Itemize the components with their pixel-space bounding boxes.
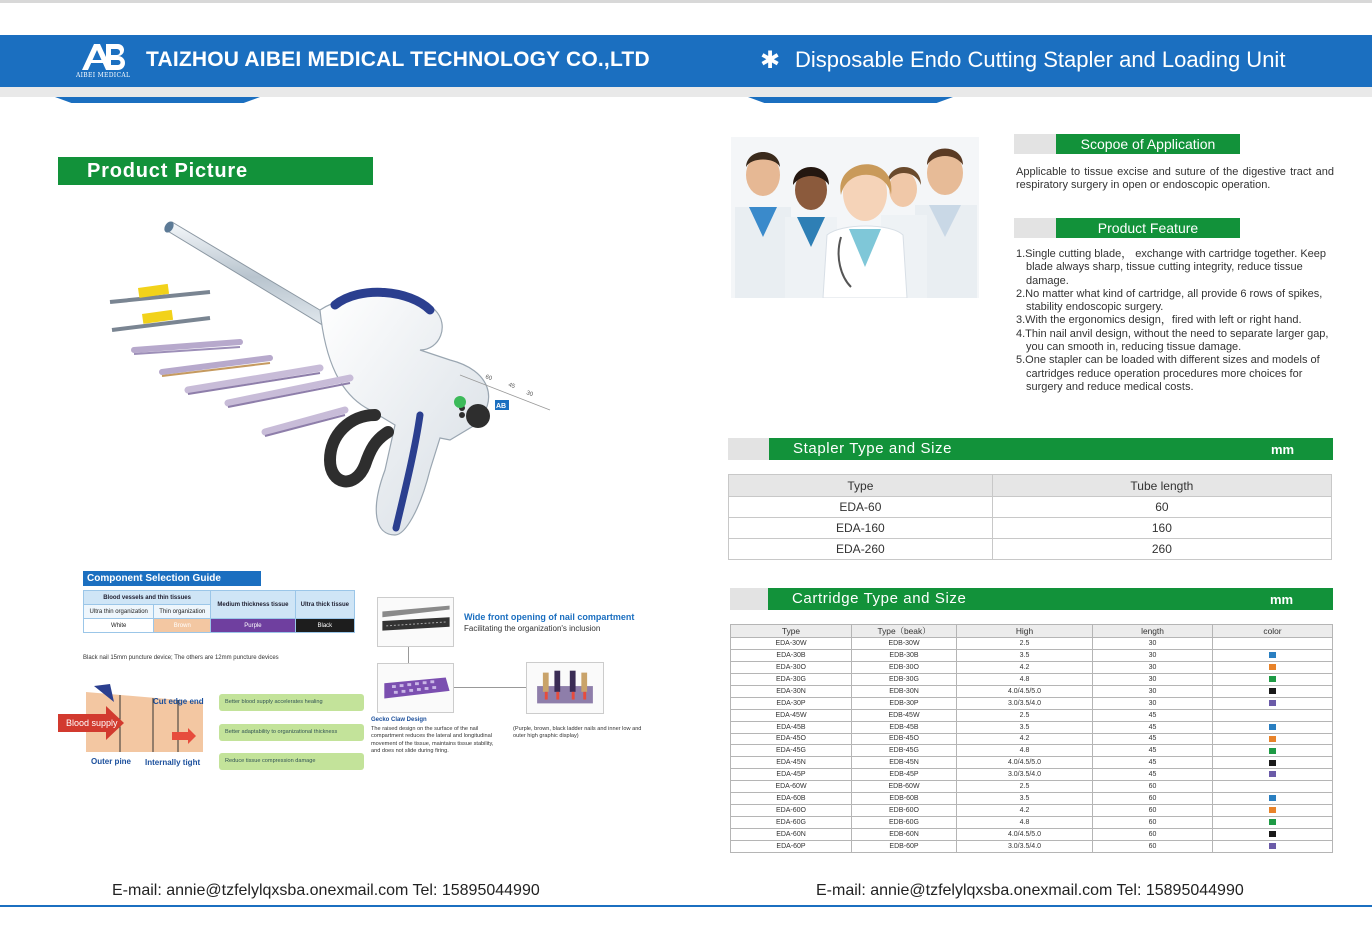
ladder-nail-text: (Purple, brown, black ladder nails and inner low and outer high graphic display) bbox=[513, 726, 642, 740]
cartridge-col-type: Type bbox=[731, 625, 852, 638]
cartridge-purple-1 bbox=[134, 342, 240, 354]
color-swatch bbox=[1269, 664, 1276, 670]
internally-tight-label: Internally tight bbox=[145, 758, 201, 767]
cartridge-beak-cell: EDB-45W bbox=[852, 709, 957, 721]
outer-pine-label: Outer pine bbox=[91, 757, 132, 766]
stapler-length-cell: 260 bbox=[992, 539, 1331, 560]
header-underband bbox=[0, 87, 1372, 97]
cartridge-beak-cell: EDB-45N bbox=[852, 757, 957, 769]
cartridge-color-cell bbox=[1213, 745, 1333, 757]
color-swatch bbox=[1269, 819, 1276, 825]
color-swatch bbox=[1269, 676, 1276, 682]
cartridge-type-cell: EDA-45O bbox=[731, 733, 852, 745]
cartridge-high-cell: 4.8 bbox=[957, 817, 1093, 829]
stapler-length-cell: 60 bbox=[992, 497, 1331, 518]
cartridge-color-cell bbox=[1213, 721, 1333, 733]
selection-guide-note: Black nail 15mm puncture device; The others are 12mm puncture devices bbox=[83, 655, 279, 661]
cartridge-high-cell: 4.0/4.5/5.0 bbox=[957, 829, 1093, 841]
cartridge-row bbox=[731, 757, 1333, 769]
cartridge-row bbox=[731, 685, 1333, 697]
cartridge-high-cell: 3.5 bbox=[957, 649, 1093, 661]
cartridge-length-cell: 45 bbox=[1093, 709, 1213, 721]
cartridge-high-cell: 3.0/3.5/4.0 bbox=[957, 697, 1093, 709]
cartridge-beak-cell: EDB-45O bbox=[852, 733, 957, 745]
stapler-col-length: Tube length bbox=[992, 475, 1331, 497]
csg-header: Medium thickness tissue bbox=[211, 591, 296, 619]
cartridge-beak-cell: EDB-30B bbox=[852, 649, 957, 661]
gecko-claw-title: Gecko Claw Design bbox=[371, 717, 427, 723]
stapler-table bbox=[728, 474, 1332, 560]
cartridge-row bbox=[731, 817, 1333, 829]
cartridge-beak-cell: EDB-30G bbox=[852, 673, 957, 685]
cartridge-length-cell: 45 bbox=[1093, 745, 1213, 757]
csg-color-brown: Brown bbox=[154, 619, 211, 633]
logo-letters: AB bbox=[76, 40, 78, 41]
color-swatch bbox=[1269, 760, 1276, 766]
cartridge-high-cell: 4.2 bbox=[957, 733, 1093, 745]
cartridge-color-cell bbox=[1213, 733, 1333, 745]
cartridge-type-cell: EDA-30G bbox=[731, 673, 852, 685]
cartridge-color-cell bbox=[1213, 817, 1333, 829]
header-tab-left bbox=[55, 97, 260, 103]
cartridge-type-cell: EDA-60N bbox=[731, 829, 852, 841]
cartridge-color-cell bbox=[1213, 697, 1333, 709]
cartridge-row bbox=[731, 769, 1333, 781]
feature-item: 1.Single cutting blade， exchange with cartridge together. Keep blade always sharp, tissue cutting integrity, reduce tissue damage. bbox=[1016, 248, 1327, 287]
cartridge-beak-cell: EDB-30N bbox=[852, 685, 957, 697]
cartridge-row bbox=[731, 829, 1333, 841]
stapler-row bbox=[729, 518, 1332, 539]
cartridge-row bbox=[731, 673, 1333, 685]
cartridge-color-cell bbox=[1213, 805, 1333, 817]
cartridge-high-cell: 4.0/4.5/5.0 bbox=[957, 757, 1093, 769]
cartridge-row bbox=[731, 793, 1333, 805]
color-swatch bbox=[1269, 831, 1276, 837]
csg-color-white: White bbox=[84, 619, 154, 633]
cartridge-type-cell: EDA-30P bbox=[731, 697, 852, 709]
cartridge-color-cell bbox=[1213, 769, 1333, 781]
ladder-nail-image bbox=[526, 662, 604, 714]
footer-contact-right: E-mail: annie@tzfelylqxsba.onexmail.com Tel: 15895044990 bbox=[816, 882, 1244, 899]
cartridge-high-cell: 4.0/4.5/5.0 bbox=[957, 685, 1093, 697]
cartridge-type-cell: EDA-60P bbox=[731, 840, 852, 852]
doctors-photo bbox=[731, 137, 979, 298]
cut-edge-label: Cut edge end bbox=[153, 697, 204, 706]
color-swatch bbox=[1269, 700, 1276, 706]
cartridge-type-cell: EDA-45W bbox=[731, 709, 852, 721]
blood-supply-label: Blood supply bbox=[66, 718, 118, 728]
device-logo: AB bbox=[496, 403, 507, 410]
cartridge-row bbox=[731, 721, 1333, 733]
cartridge-high-cell: 3.5 bbox=[957, 721, 1093, 733]
cartridge-color-cell bbox=[1213, 661, 1333, 673]
cartridge-length-cell: 30 bbox=[1093, 685, 1213, 697]
gecko-claw-image bbox=[377, 663, 454, 713]
scope-text: Applicable to tissue excise and suture of the digestive tract and respiratory surgery in open or endoscopic operation. bbox=[1016, 166, 1334, 191]
csg-color-purple: Purple bbox=[211, 619, 296, 633]
footer-contact-left: E-mail: annie@tzfelylqxsba.onexmail.com Tel: 15895044990 bbox=[112, 882, 540, 899]
cartridge-row bbox=[731, 840, 1333, 852]
scope-heading: Scopoe of Application bbox=[1056, 134, 1240, 154]
color-swatch bbox=[1269, 807, 1276, 813]
stapler-length-cell: 160 bbox=[992, 518, 1331, 539]
color-swatch bbox=[1269, 724, 1276, 730]
cartridge-length-cell: 60 bbox=[1093, 793, 1213, 805]
cartridge-color-cell bbox=[1213, 685, 1333, 697]
stapler-type-cell: EDA-60 bbox=[729, 497, 993, 518]
wide-opening-subtitle: Facilitating the organization's inclusion bbox=[464, 624, 601, 633]
footer-line bbox=[0, 905, 1372, 907]
cartridge-type-cell: EDA-60W bbox=[731, 781, 852, 793]
cartridge-high-cell: 2.5 bbox=[957, 638, 1093, 650]
cartridge-length-cell: 45 bbox=[1093, 733, 1213, 745]
cartridge-type-cell: EDA-45P bbox=[731, 769, 852, 781]
cartridge-row bbox=[731, 745, 1333, 757]
feature-item: 4.Thin nail anvil design, without the need to separate larger gap, you can smooth in, reducing tissue damage. bbox=[1016, 327, 1329, 354]
cartridge-high-cell: 2.5 bbox=[957, 709, 1093, 721]
cartridge-beak-cell: EDB-45B bbox=[852, 721, 957, 733]
cartridge-row bbox=[731, 709, 1333, 721]
benefit-pill: Better blood supply accelerates healing bbox=[219, 694, 364, 711]
cartridge-color-cell bbox=[1213, 649, 1333, 661]
scale-mark: 30 bbox=[525, 390, 534, 399]
cartridge-type-cell: EDA-30B bbox=[731, 649, 852, 661]
cartridge-high-cell: 3.5 bbox=[957, 793, 1093, 805]
cartridge-length-cell: 60 bbox=[1093, 829, 1213, 841]
csg-color-black: Black bbox=[295, 619, 354, 633]
cartridge-color-cell bbox=[1213, 638, 1333, 650]
cartridge-type-cell: EDA-45G bbox=[731, 745, 852, 757]
feature-item: 3.With the ergonomics design，fired with left or right hand. bbox=[1016, 314, 1302, 327]
stapler-row bbox=[729, 539, 1332, 560]
cartridge-table bbox=[730, 624, 1333, 853]
cartridge-high-cell: 4.2 bbox=[957, 661, 1093, 673]
color-swatch bbox=[1269, 771, 1276, 777]
color-swatch bbox=[1269, 688, 1276, 694]
color-swatch bbox=[1269, 736, 1276, 742]
cartridge-row bbox=[731, 733, 1333, 745]
stapler-heading: Stapler Type and Size bbox=[769, 438, 1333, 460]
product-picture-heading: Product Picture bbox=[58, 157, 373, 185]
cartridge-length-cell: 30 bbox=[1093, 697, 1213, 709]
csg-subheader: Thin organization bbox=[154, 605, 211, 619]
wide-opening-title: Wide front opening of nail compartment bbox=[464, 612, 635, 622]
cartridge-row bbox=[731, 781, 1333, 793]
cartridge-row bbox=[731, 661, 1333, 673]
cartridge-beak-cell: EDB-60B bbox=[852, 793, 957, 805]
cartridge-beak-cell: EDB-60P bbox=[852, 840, 957, 852]
scale-mark: 45 bbox=[507, 382, 516, 391]
cartridge-length-cell: 60 bbox=[1093, 817, 1213, 829]
cartridge-color-cell bbox=[1213, 709, 1333, 721]
cartridge-row bbox=[731, 638, 1333, 650]
cartridge-type-cell: EDA-60B bbox=[731, 793, 852, 805]
color-swatch bbox=[1269, 843, 1276, 849]
cartridge-length-cell: 30 bbox=[1093, 638, 1213, 650]
header-tab-right bbox=[748, 97, 953, 103]
cartridge-length-cell: 45 bbox=[1093, 769, 1213, 781]
stapler-type-cell: EDA-160 bbox=[729, 518, 993, 539]
scale-mark: 60 bbox=[484, 374, 493, 383]
cartridge-color-cell bbox=[1213, 840, 1333, 852]
connector-line bbox=[408, 647, 409, 663]
csg-header: Ultra thick tissue bbox=[295, 591, 354, 619]
cartridge-row bbox=[731, 697, 1333, 709]
benefit-pill: Reduce tissue compression damage bbox=[219, 753, 364, 770]
connector-line bbox=[454, 687, 526, 688]
cartridge-length-cell: 30 bbox=[1093, 673, 1213, 685]
cartridge-type-cell: EDA-60O bbox=[731, 805, 852, 817]
cartridge-beak-cell: EDB-45P bbox=[852, 769, 957, 781]
cartridge-heading: Cartridge Type and Size bbox=[768, 588, 1333, 610]
cartridge-unit: mm bbox=[1270, 592, 1294, 607]
cartridge-type-cell: EDA-45N bbox=[731, 757, 852, 769]
stapler-col-type: Type bbox=[729, 475, 993, 497]
cartridge-beak-cell: EDB-30P bbox=[852, 697, 957, 709]
cartridge-type-cell: EDA-45B bbox=[731, 721, 852, 733]
selection-guide-heading: Component Selection Guide bbox=[83, 571, 261, 586]
logo-caption: AIBEI MEDICAL bbox=[76, 72, 131, 79]
cartridge-length-cell: 60 bbox=[1093, 805, 1213, 817]
cartridge-type-cell: EDA-30N bbox=[731, 685, 852, 697]
stapler-unit: mm bbox=[1271, 442, 1295, 457]
csg-subheader: Ultra thin organization bbox=[84, 605, 154, 619]
cartridge-color-cell bbox=[1213, 829, 1333, 841]
feature-list bbox=[1016, 248, 1336, 394]
cartridge-type-cell: EDA-30W bbox=[731, 638, 852, 650]
cartridge-high-cell: 2.5 bbox=[957, 781, 1093, 793]
cartridge-high-cell: 4.8 bbox=[957, 673, 1093, 685]
cartridge-high-cell: 4.2 bbox=[957, 805, 1093, 817]
cartridge-beak-cell: EDB-60O bbox=[852, 805, 957, 817]
stapler-type-cell: EDA-260 bbox=[729, 539, 993, 560]
feature-item: 5.One stapler can be loaded with different sizes and models of cartridges reduce operation procedures more choices for surgery and reduce medical costs. bbox=[1016, 354, 1320, 393]
top-border bbox=[0, 0, 1372, 3]
feature-item: 2.No matter what kind of cartridge, all provide 6 rows of spikes, stability endoscopic surgery. bbox=[1016, 287, 1323, 314]
cartridge-col-length: length bbox=[1093, 625, 1213, 638]
cartridge-high-cell: 3.0/3.5/4.0 bbox=[957, 769, 1093, 781]
product-title: Disposable Endo Cutting Stapler and Loading Unit bbox=[795, 47, 1286, 72]
selection-guide-table bbox=[83, 590, 355, 633]
cartridge-type-cell: EDA-60G bbox=[731, 817, 852, 829]
stapler-illustration bbox=[90, 210, 610, 550]
color-swatch bbox=[1269, 652, 1276, 658]
cartridge-length-cell: 45 bbox=[1093, 757, 1213, 769]
cartridge-length-cell: 30 bbox=[1093, 649, 1213, 661]
cartridge-high-cell: 4.8 bbox=[957, 745, 1093, 757]
cartridge-type-cell: EDA-30O bbox=[731, 661, 852, 673]
cartridge-beak-cell: EDB-30O bbox=[852, 661, 957, 673]
cartridge-color-cell bbox=[1213, 757, 1333, 769]
gecko-claw-text: The raised design on the surface of the nail compartment reduces the lateral and longitudinal movement of the tissue, maintains tissue stability, and does not slide during firing. bbox=[371, 726, 494, 755]
cartridge-purple-2 bbox=[162, 358, 270, 376]
company-name: TAIZHOU AIBEI MEDICAL TECHNOLOGY CO.,LTD bbox=[146, 48, 650, 71]
cartridge-length-cell: 60 bbox=[1093, 781, 1213, 793]
cartridge-beak-cell: EDB-30W bbox=[852, 638, 957, 650]
cartridge-beak-cell: EDB-45G bbox=[852, 745, 957, 757]
cartridge-color-cell bbox=[1213, 673, 1333, 685]
csg-header: Blood vessels and thin tissues bbox=[84, 591, 211, 605]
color-swatch bbox=[1269, 795, 1276, 801]
cartridge-length-cell: 45 bbox=[1093, 721, 1213, 733]
cartridge-row bbox=[731, 649, 1333, 661]
cartridge-high-cell: 3.0/3.5/4.0 bbox=[957, 840, 1093, 852]
snowflake-icon: ✱ bbox=[760, 47, 781, 74]
stapler-row bbox=[729, 497, 1332, 518]
cartridge-beak-cell: EDB-60N bbox=[852, 829, 957, 841]
cartridge-beak-cell: EDB-60G bbox=[852, 817, 957, 829]
feature-heading: Product Feature bbox=[1056, 218, 1240, 238]
cartridge-row bbox=[731, 805, 1333, 817]
cartridge-col-color: color bbox=[1213, 625, 1333, 638]
color-swatch bbox=[1269, 748, 1276, 754]
cartridge-color-cell bbox=[1213, 781, 1333, 793]
cartridge-beak-cell: EDB-60W bbox=[852, 781, 957, 793]
cartridge-length-cell: 30 bbox=[1093, 661, 1213, 673]
cartridge-length-cell: 60 bbox=[1093, 840, 1213, 852]
cartridge-color-cell bbox=[1213, 793, 1333, 805]
benefit-pill: Better adaptability to organizational thickness bbox=[219, 724, 364, 741]
cartridge-col-high: High bbox=[957, 625, 1093, 638]
cartridge-yellow-2 bbox=[112, 310, 210, 330]
cartridge-yellow-1 bbox=[110, 284, 210, 302]
cartridge-col-beak: Type（beak） bbox=[852, 625, 957, 638]
nail-compartment-image bbox=[377, 597, 454, 647]
